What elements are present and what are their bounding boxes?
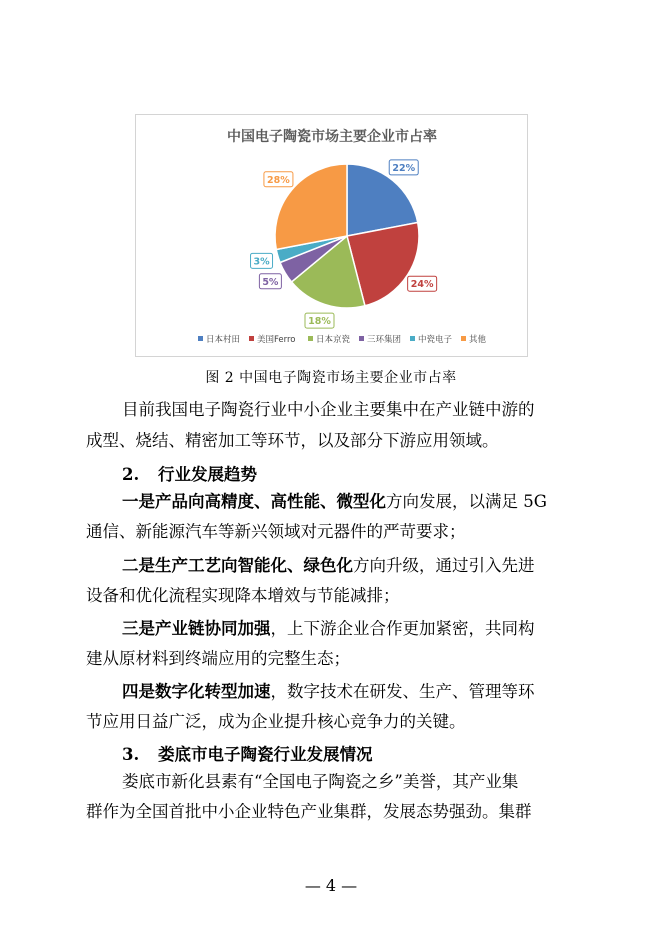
legend-swatch-ferro	[249, 336, 254, 341]
legend-label-murata: 日本村田	[206, 335, 241, 345]
trend-highlight: 二是生产工艺向智能化、绿色化	[122, 556, 353, 575]
paragraph-line: 目前我国电子陶瓷行业中小企业主要集中在产业链中游的	[122, 400, 535, 419]
legend-label-sanhuan: 三环集团	[367, 335, 402, 345]
section-heading	[122, 741, 373, 765]
paragraph-line: 节应用日益广泛，成为企业提升核心竞争力的关键。	[86, 712, 466, 731]
legend-label-zhongci: 中瓷电子	[418, 335, 453, 345]
legend-label-other: 其他	[469, 335, 487, 345]
paragraph-line: 设备和优化流程实现降本增效与节能减排；	[86, 586, 400, 605]
data-label-sanhuan: 5%	[262, 276, 279, 288]
data-label-zhongci: 3%	[253, 256, 270, 268]
paragraph-line: 群作为全国首批中小企业特色产业集群，发展态势强劲。集群	[86, 802, 532, 821]
trend-highlight: 三是产业链协同加强	[122, 619, 271, 638]
trend-text: 方向发展，以满足 5G	[386, 492, 547, 511]
trend-text: ，上下游企业合作更加紧密，共同构	[270, 619, 535, 638]
trend-text: ，数字技术在研发、生产、管理等环	[270, 682, 535, 701]
trend-highlight: 四是数字化转型加速	[122, 682, 271, 701]
chart-frame	[135, 114, 528, 357]
legend-swatch-other	[461, 336, 466, 341]
legend-swatch-murata	[198, 336, 203, 341]
paragraph-line	[86, 618, 578, 640]
paragraph-line: 娄底市新化县素有“全国电子陶瓷之乡”美誉，其产业集	[122, 772, 519, 791]
chart-title: 中国电子陶瓷市场主要企业市占率	[227, 129, 437, 145]
page-number: — 4 —	[304, 876, 358, 895]
legend-swatch-kyocera	[308, 336, 313, 341]
paragraph-line: 建从原材料到终端应用的完整生态；	[86, 649, 350, 668]
legend-label-ferro: 美国Ferro	[257, 335, 296, 345]
legend-label-kyocera: 日本京瓷	[316, 335, 351, 345]
data-label-kyocera: 18%	[308, 316, 331, 328]
pie-chart	[136, 115, 529, 358]
heading-text: 行业发展趋势	[158, 465, 257, 484]
paragraph-line	[86, 681, 578, 703]
heading-number: 2.	[122, 465, 140, 484]
legend-swatch-zhongci	[410, 336, 415, 341]
data-label-other: 28%	[267, 174, 290, 186]
paragraph-line: 成型、烧结、精密加工等环节，以及部分下游应用领域。	[86, 431, 499, 450]
trend-text: 方向升级，通过引入先进	[353, 556, 535, 575]
heading-text: 娄底市电子陶瓷行业发展情况	[158, 745, 373, 764]
paragraph-line	[86, 555, 578, 577]
section-heading	[122, 461, 257, 485]
trend-highlight: 一是产品向高精度、高性能、微型化	[122, 492, 386, 511]
heading-number: 3.	[122, 745, 140, 764]
data-label-murata: 22%	[392, 162, 416, 174]
paragraph-line	[86, 491, 578, 513]
figure-caption: 图 2 中国电子陶瓷市场主要企业市占率	[205, 370, 457, 386]
data-label-ferro: 24%	[410, 279, 434, 291]
legend-swatch-sanhuan	[359, 336, 364, 341]
paragraph-line: 通信、新能源汽车等新兴领域对元器件的严苛要求；	[86, 522, 466, 541]
